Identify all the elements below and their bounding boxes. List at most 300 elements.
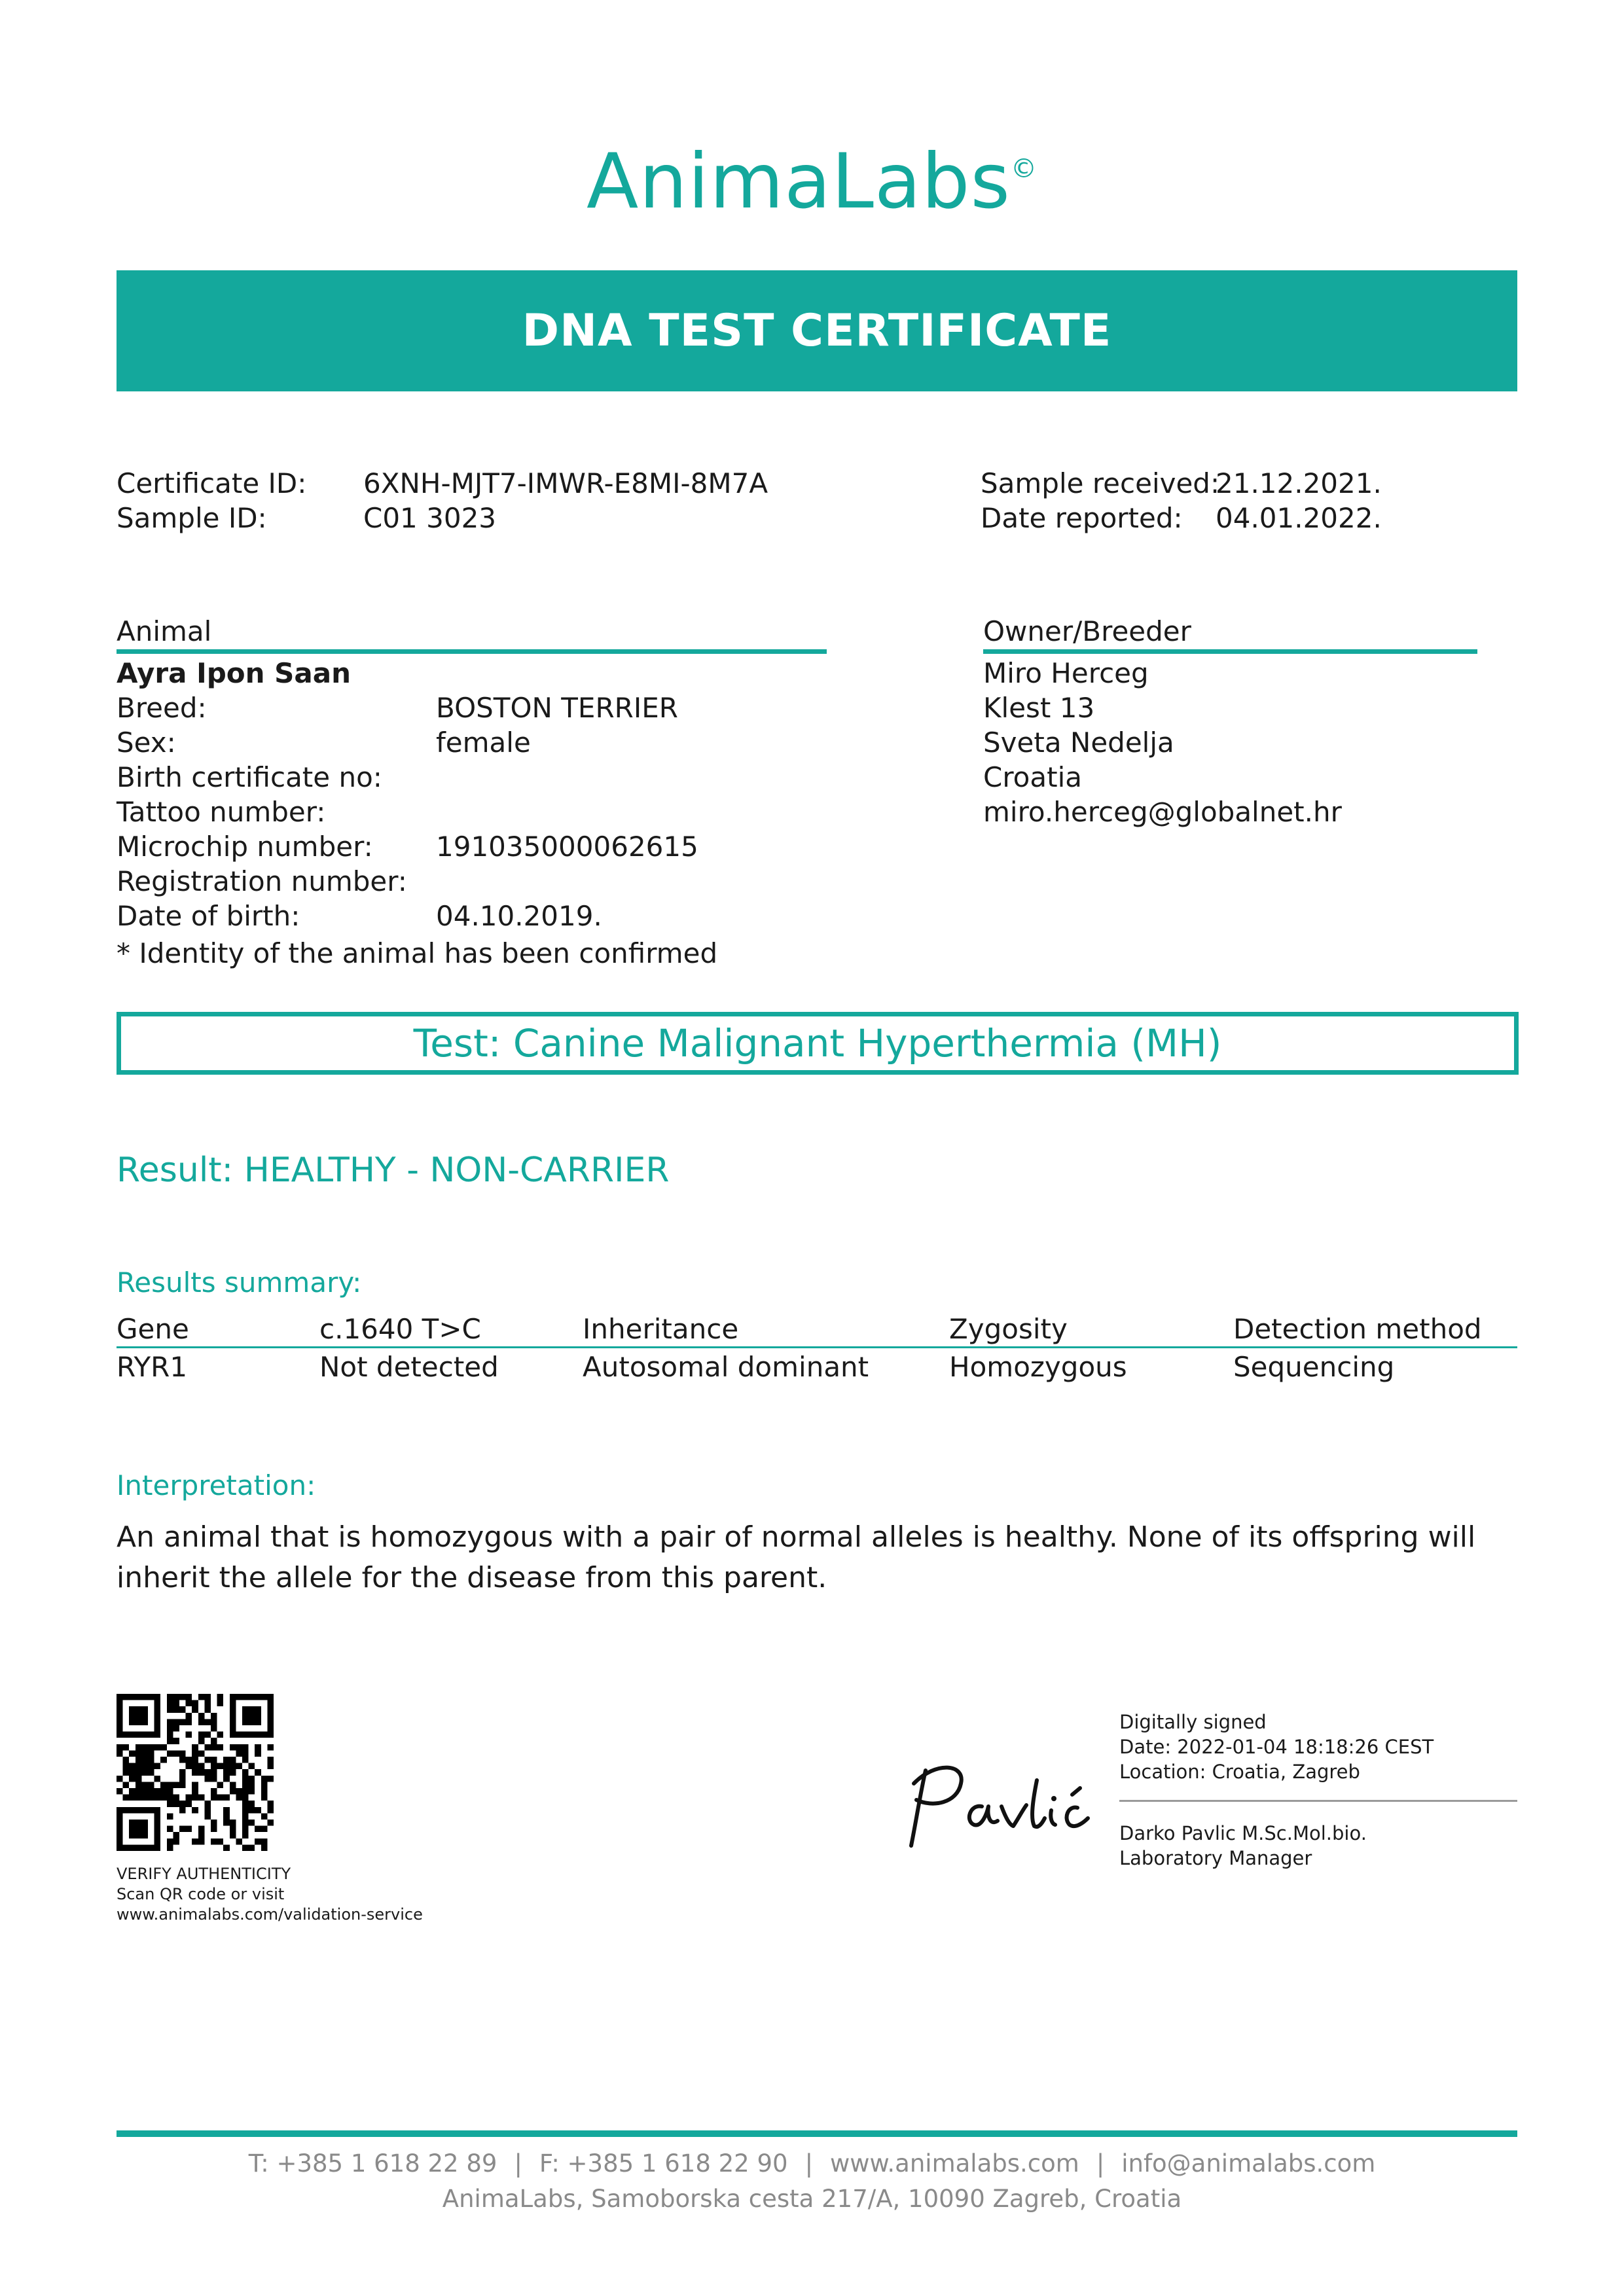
qr-module <box>236 1795 242 1801</box>
qr-module <box>135 1776 142 1782</box>
qr-module <box>267 1725 274 1732</box>
qr-module <box>173 1700 179 1707</box>
qr-module <box>173 1782 179 1788</box>
qr-module <box>217 1763 224 1770</box>
qr-module <box>242 1694 249 1700</box>
qr-module <box>204 1776 211 1782</box>
qr-module <box>148 1769 154 1776</box>
qr-module <box>198 1694 205 1700</box>
qr-module <box>160 1757 167 1763</box>
qr-module <box>255 1719 261 1725</box>
qr-module <box>135 1706 142 1713</box>
sex-label: Sex: <box>117 726 176 759</box>
qr-module <box>135 1719 142 1725</box>
results-table <box>117 1309 1517 1385</box>
qr-module <box>242 1757 249 1763</box>
qr-module <box>129 1694 135 1700</box>
qr-module <box>129 1832 135 1839</box>
qr-module <box>230 1820 236 1826</box>
qr-module <box>230 1694 236 1700</box>
qr-module <box>154 1776 161 1782</box>
qr-module <box>261 1813 268 1820</box>
qr-module <box>117 1820 123 1826</box>
qr-module <box>135 1763 142 1770</box>
qr-module <box>249 1732 255 1738</box>
qr-module <box>154 1820 161 1826</box>
qr-module <box>141 1713 148 1719</box>
qr-module <box>123 1694 130 1700</box>
qr-module <box>223 1813 230 1820</box>
qr-module <box>255 1826 261 1833</box>
qr-module <box>242 1826 249 1833</box>
qr-module <box>123 1757 130 1763</box>
qr-module <box>179 1706 186 1713</box>
qr-module <box>148 1744 154 1751</box>
footer-fax: F: +385 1 618 22 90 <box>539 2149 788 2178</box>
footer-contacts <box>0 2149 1624 2178</box>
qr-module <box>204 1744 211 1751</box>
interpretation-text: An animal that is homozygous with a pair of normal alleles is healthy. None of its offspring will inherit the allele for the disease from this parent. <box>117 1520 1476 1594</box>
qr-module <box>198 1839 205 1845</box>
breed-value: BOSTON TERRIER <box>436 692 678 724</box>
qr-module <box>154 1732 161 1738</box>
qr-module <box>141 1782 148 1788</box>
qr-module <box>230 1719 236 1725</box>
qr-module <box>160 1788 167 1795</box>
qr-module <box>129 1732 135 1738</box>
qr-module <box>148 1757 154 1763</box>
qr-module <box>135 1807 142 1814</box>
qr-module <box>117 1732 123 1738</box>
qr-module <box>179 1719 186 1725</box>
qr-module <box>123 1769 130 1776</box>
qr-module <box>198 1769 205 1776</box>
qr-module <box>242 1744 249 1751</box>
qr-module <box>249 1788 255 1795</box>
qr-module <box>154 1719 161 1725</box>
birth-certificate-label: Birth certificate no: <box>117 761 382 793</box>
animal-values <box>436 656 698 933</box>
qr-module <box>204 1757 211 1763</box>
column-header-variant: c.1640 T>C <box>319 1309 583 1348</box>
qr-module <box>173 1725 179 1732</box>
footer-separator: | <box>804 2149 814 2178</box>
qr-module <box>135 1844 142 1851</box>
qr-module <box>242 1732 249 1738</box>
qr-module <box>192 1769 198 1776</box>
sample-received-value: 21.12.2021. <box>1216 467 1382 499</box>
qr-module <box>173 1839 179 1845</box>
qr-module <box>230 1700 236 1707</box>
qr-module <box>117 1813 123 1820</box>
certificate-id-values <box>363 466 768 535</box>
qr-module <box>204 1700 211 1707</box>
qr-module <box>236 1839 242 1845</box>
qr-module <box>242 1719 249 1725</box>
qr-module <box>198 1713 205 1719</box>
footer-phone: T: +385 1 618 22 89 <box>248 2149 497 2178</box>
qr-module <box>173 1738 179 1744</box>
qr-module <box>198 1750 205 1757</box>
qr-module <box>192 1750 198 1757</box>
qr-module <box>223 1820 230 1826</box>
qr-module <box>186 1713 192 1719</box>
qr-module <box>211 1738 217 1744</box>
qr-module <box>179 1694 186 1700</box>
certificate-title-banner <box>117 270 1517 391</box>
qr-module <box>223 1795 230 1801</box>
qr-module <box>242 1801 249 1807</box>
qr-module <box>135 1713 142 1719</box>
qr-module <box>129 1795 135 1801</box>
qr-module <box>123 1782 130 1788</box>
qr-module <box>186 1763 192 1770</box>
qr-module <box>117 1844 123 1851</box>
dob-label: Date of birth: <box>117 900 300 932</box>
qr-module <box>198 1732 205 1738</box>
qr-module <box>173 1801 179 1807</box>
cell-inheritance: Autosomal dominant <box>583 1350 869 1383</box>
qr-module <box>179 1807 186 1814</box>
qr-module <box>236 1732 242 1738</box>
qr-module <box>129 1807 135 1814</box>
certificate-title: DNA TEST CERTIFICATE <box>522 305 1112 357</box>
qr-module <box>211 1839 217 1845</box>
qr-module <box>242 1782 249 1788</box>
qr-module <box>242 1844 249 1851</box>
qr-module <box>160 1795 167 1801</box>
qr-module <box>261 1839 268 1845</box>
qr-module <box>167 1738 173 1744</box>
qr-module <box>255 1713 261 1719</box>
qr-module <box>249 1776 255 1782</box>
qr-module <box>154 1795 161 1801</box>
qr-module <box>179 1826 186 1833</box>
qr-module <box>204 1694 211 1700</box>
qr-module <box>123 1807 130 1814</box>
qr-module <box>204 1807 211 1814</box>
qr-module <box>148 1844 154 1851</box>
qr-module <box>236 1750 242 1757</box>
qr-module <box>141 1706 148 1713</box>
qr-module <box>230 1788 236 1795</box>
qr-module <box>167 1706 173 1713</box>
date-reported-label: Date reported: <box>981 502 1183 534</box>
footer-email-link[interactable]: info@animalabs.com <box>1121 2149 1376 2178</box>
qr-module <box>154 1744 161 1751</box>
qr-module <box>192 1788 198 1795</box>
qr-module <box>186 1719 192 1725</box>
qr-module <box>179 1801 186 1807</box>
signature-rule <box>1119 1800 1517 1802</box>
qr-module <box>135 1757 142 1763</box>
qr-module <box>267 1694 274 1700</box>
qr-module <box>236 1694 242 1700</box>
brand-copyright-mark: © <box>1010 154 1038 184</box>
qr-module <box>211 1713 217 1719</box>
qr-module <box>261 1795 268 1801</box>
qr-module <box>117 1788 123 1795</box>
qr-module <box>186 1801 192 1807</box>
qr-module <box>117 1700 123 1707</box>
qr-module <box>249 1801 255 1807</box>
owner-email: miro.herceg@globalnet.hr <box>983 796 1342 828</box>
certificate-id-label: Certificate ID: <box>117 467 307 499</box>
brand-logo <box>0 137 1624 226</box>
qr-module <box>117 1706 123 1713</box>
qr-module <box>204 1769 211 1776</box>
qr-module <box>154 1694 161 1700</box>
column-header-inheritance: Inheritance <box>583 1309 949 1348</box>
signature-location: Location: Croatia, Zagreb <box>1119 1761 1360 1783</box>
tattoo-value <box>436 795 698 829</box>
qr-module <box>141 1826 148 1833</box>
sex-value: female <box>436 726 531 759</box>
qr-module <box>204 1732 211 1738</box>
qr-module <box>211 1719 217 1725</box>
qr-module <box>148 1782 154 1788</box>
handwritten-signature <box>897 1748 1100 1859</box>
cell-variant: Not detected <box>319 1350 499 1383</box>
qr-module <box>117 1807 123 1814</box>
qr-module <box>123 1744 130 1751</box>
qr-module <box>217 1694 224 1700</box>
footer-rule <box>117 2130 1517 2137</box>
qr-module <box>129 1769 135 1776</box>
qr-module <box>173 1832 179 1839</box>
qr-module <box>217 1700 224 1707</box>
qr-module <box>267 1801 274 1807</box>
qr-module <box>236 1788 242 1795</box>
birth-certificate-value <box>436 760 698 795</box>
footer-website-link[interactable]: www.animalabs.com <box>830 2149 1079 2178</box>
qr-module <box>148 1694 154 1700</box>
qr-module <box>211 1725 217 1732</box>
qr-module <box>242 1713 249 1719</box>
qr-module <box>242 1807 249 1814</box>
qr-module <box>242 1813 249 1820</box>
registration-value <box>436 864 698 899</box>
qr-module <box>167 1839 173 1845</box>
qr-module <box>129 1713 135 1719</box>
owner-heading-rule <box>983 649 1477 654</box>
qr-module <box>211 1820 217 1826</box>
qr-module <box>261 1788 268 1795</box>
qr-module <box>167 1750 173 1757</box>
qr-module <box>211 1769 217 1776</box>
qr-module <box>135 1820 142 1826</box>
signer-info <box>1119 1821 1367 1871</box>
test-result: Result: HEALTHY - NON-CARRIER <box>117 1151 670 1190</box>
qr-module <box>211 1788 217 1795</box>
qr-module <box>179 1769 186 1776</box>
footer-separator: | <box>1096 2149 1105 2178</box>
qr-module <box>135 1788 142 1795</box>
qr-module <box>179 1750 186 1757</box>
qr-module <box>267 1700 274 1707</box>
animal-heading: Animal <box>117 615 212 647</box>
qr-module <box>255 1807 261 1814</box>
digitally-signed-label: Digitally signed <box>1119 1711 1267 1733</box>
qr-module <box>217 1782 224 1788</box>
signature-date: Date: 2022-01-04 18:18:26 CEST <box>1119 1736 1434 1758</box>
qr-module <box>179 1782 186 1788</box>
qr-module <box>123 1763 130 1770</box>
qr-module <box>154 1844 161 1851</box>
qr-module <box>167 1719 173 1725</box>
qr-module <box>135 1732 142 1738</box>
cell-zygosity: Homozygous <box>949 1350 1127 1383</box>
qr-module <box>267 1732 274 1738</box>
qr-module <box>186 1700 192 1707</box>
qr-module <box>167 1844 173 1851</box>
footer-separator: | <box>514 2149 522 2178</box>
qr-module <box>267 1757 274 1763</box>
qr-module <box>129 1776 135 1782</box>
column-header-zygosity: Zygosity <box>949 1309 1233 1348</box>
qr-module <box>261 1826 268 1833</box>
column-header-gene: Gene <box>117 1309 319 1348</box>
qr-module <box>123 1732 130 1738</box>
qr-module <box>148 1795 154 1801</box>
qr-module <box>230 1826 236 1833</box>
qr-module <box>141 1832 148 1839</box>
verify-title: VERIFY AUTHENTICITY <box>117 1865 291 1883</box>
table-row <box>117 1348 1517 1386</box>
qr-module <box>129 1820 135 1826</box>
qr-module <box>173 1719 179 1725</box>
qr-module <box>117 1719 123 1725</box>
qr-module <box>154 1788 161 1795</box>
qr-module <box>135 1769 142 1776</box>
qr-module <box>160 1744 167 1751</box>
qr-module <box>173 1706 179 1713</box>
qr-module <box>148 1807 154 1814</box>
qr-module <box>135 1782 142 1788</box>
qr-module <box>198 1795 205 1801</box>
qr-module <box>217 1839 224 1845</box>
qr-module <box>186 1795 192 1801</box>
qr-module <box>230 1757 236 1763</box>
qr-module <box>255 1744 261 1751</box>
qr-module <box>129 1706 135 1713</box>
qr-module <box>255 1732 261 1738</box>
qr-module <box>223 1844 230 1851</box>
microchip-label: Microchip number: <box>117 831 373 863</box>
owner-country: Croatia <box>983 761 1082 793</box>
qr-module <box>167 1694 173 1700</box>
qr-module <box>267 1713 274 1719</box>
qr-module <box>192 1795 198 1801</box>
qr-module <box>211 1795 217 1801</box>
qr-module <box>267 1763 274 1770</box>
qr-module <box>198 1719 205 1725</box>
qr-module <box>173 1694 179 1700</box>
qr-module <box>129 1826 135 1833</box>
qr-module <box>167 1801 173 1807</box>
microchip-value: 191035000062615 <box>436 831 698 863</box>
qr-module <box>223 1807 230 1814</box>
qr-module <box>249 1763 255 1770</box>
cell-detection-method: Sequencing <box>1233 1350 1395 1383</box>
qr-module <box>186 1757 192 1763</box>
qr-module <box>267 1719 274 1725</box>
qr-module <box>230 1744 236 1751</box>
footer-address: AnimaLabs, Samoborska cesta 217/A, 10090 Zagreb, Croatia <box>442 2185 1182 2213</box>
qr-module <box>242 1820 249 1826</box>
qr-module <box>154 1807 161 1814</box>
qr-module <box>236 1744 242 1751</box>
qr-module <box>141 1788 148 1795</box>
digital-signature-info <box>1119 1710 1434 1784</box>
qr-module <box>204 1719 211 1725</box>
qr-module <box>186 1694 192 1700</box>
qr-module <box>230 1769 236 1776</box>
owner-heading: Owner/Breeder <box>983 615 1191 647</box>
qr-module <box>123 1844 130 1851</box>
verification-qr-code[interactable] <box>117 1694 274 1851</box>
qr-module <box>154 1813 161 1820</box>
qr-module <box>242 1706 249 1713</box>
qr-module <box>117 1694 123 1700</box>
qr-module <box>192 1744 198 1751</box>
qr-module <box>117 1713 123 1719</box>
qr-module <box>167 1782 173 1788</box>
qr-module <box>223 1769 230 1776</box>
qr-module <box>167 1826 173 1833</box>
qr-module <box>135 1832 142 1839</box>
qr-module <box>192 1706 198 1713</box>
results-table-header <box>117 1309 1517 1348</box>
owner-city: Sveta Nedelja <box>983 726 1174 759</box>
qr-module <box>148 1763 154 1770</box>
sample-date-values <box>1216 466 1382 535</box>
qr-module <box>141 1694 148 1700</box>
verify-authenticity <box>117 1864 423 1925</box>
owner-street: Klest 13 <box>983 692 1095 724</box>
qr-module <box>249 1844 255 1851</box>
qr-module <box>154 1713 161 1719</box>
qr-module <box>192 1700 198 1707</box>
qr-module <box>267 1744 274 1751</box>
qr-module <box>242 1776 249 1782</box>
qr-module <box>249 1719 255 1725</box>
qr-module <box>249 1713 255 1719</box>
qr-module <box>242 1795 249 1801</box>
interpretation-title: Interpretation: <box>117 1469 316 1501</box>
qr-module <box>261 1844 268 1851</box>
qr-module <box>230 1763 236 1770</box>
qr-module <box>129 1750 135 1757</box>
qr-module <box>230 1832 236 1839</box>
qr-module <box>123 1795 130 1801</box>
qr-module <box>179 1776 186 1782</box>
signer-name: Darko Pavlic M.Sc.Mol.bio. <box>1119 1822 1367 1844</box>
qr-module <box>173 1795 179 1801</box>
qr-module <box>211 1776 217 1782</box>
date-reported-value: 04.01.2022. <box>1216 502 1382 534</box>
qr-module <box>230 1732 236 1738</box>
qr-module <box>249 1706 255 1713</box>
qr-module <box>217 1795 224 1801</box>
sample-received-label: Sample received: <box>981 467 1220 499</box>
qr-module <box>230 1713 236 1719</box>
qr-module <box>141 1763 148 1770</box>
qr-module <box>167 1813 173 1820</box>
column-header-detection-method: Detection method <box>1233 1309 1517 1348</box>
qr-module <box>141 1732 148 1738</box>
qr-module <box>192 1807 198 1814</box>
